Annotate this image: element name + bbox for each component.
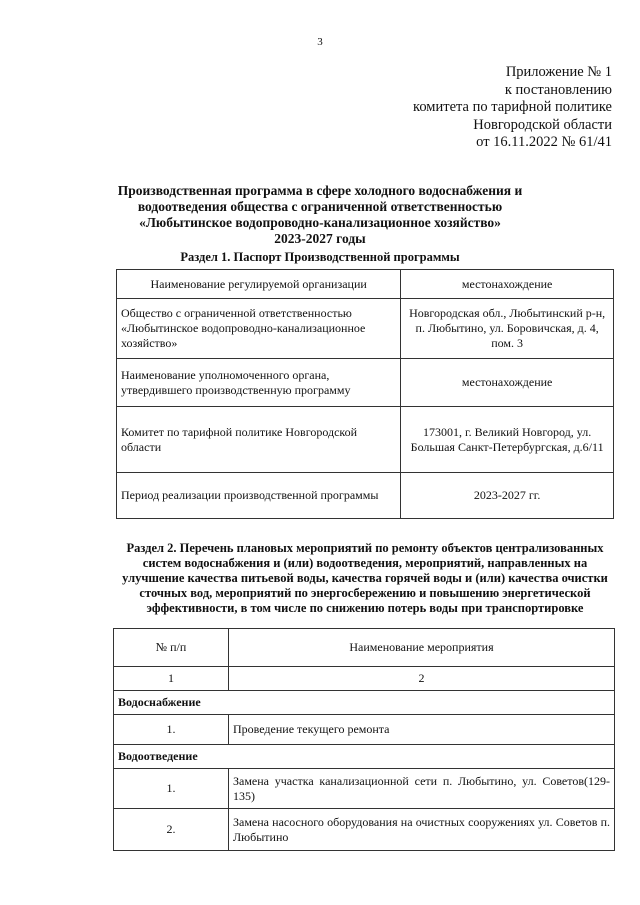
table-cell: Новгородская обл., Любытинский р-н, п. Любытино, ул. Боровичская, д. 4, пом. 3 bbox=[401, 299, 614, 359]
table-cell: 1. bbox=[114, 769, 229, 809]
appendix-line: комитета по тарифной политике bbox=[413, 99, 612, 115]
table-row bbox=[114, 691, 615, 715]
table-header: № п/п bbox=[114, 629, 229, 667]
title-line: водоотведения общества с ограниченной ответственностью bbox=[137, 199, 503, 214]
table-cell: местонахождение bbox=[401, 359, 614, 407]
table-cell: Наименование уполномоченного органа, утвердившего производственную программу bbox=[117, 359, 401, 407]
document-title bbox=[110, 183, 530, 247]
passport-table bbox=[116, 269, 614, 519]
table-header: Наименование мероприятия bbox=[229, 629, 615, 667]
table-row bbox=[117, 270, 614, 299]
appendix-line: от 16.11.2022 № 61/41 bbox=[476, 134, 612, 150]
table-row bbox=[114, 769, 615, 809]
title-line: Производственная программа в сфере холодного водоснабжения и bbox=[117, 183, 523, 198]
section2-title: Раздел 2. Перечень плановых мероприятий по ремонту объектов централизованных систем водоснабжения и (или) водоотведения, мероприятий, направленных на улучшение качества питьевой воды, качества горячей воды и (или) качества очистки сточных вод, мероприятий по энергосбережению и повышению энергетической эффективности, в том числе по снижению потерь воды при транспортировке bbox=[122, 541, 608, 615]
table-cell: Замена насосного оборудования на очистных сооружениях ул. Советов п. Любытино bbox=[229, 809, 615, 851]
section1-title: Раздел 1. Паспорт Производственной программы bbox=[180, 250, 460, 264]
table-row bbox=[114, 809, 615, 851]
table-row bbox=[114, 745, 615, 769]
section-row-sewerage: Водоотведение bbox=[114, 745, 615, 769]
table-row bbox=[117, 473, 614, 519]
table-cell: 1 bbox=[114, 667, 229, 691]
table-row bbox=[114, 667, 615, 691]
table-row bbox=[114, 715, 615, 745]
appendix-line: Приложение № 1 bbox=[505, 64, 612, 80]
table-cell: Общество с ограниченной ответственностью «Любытинское водопроводно-канализационное хозяйство» bbox=[117, 299, 401, 359]
measures-table bbox=[113, 628, 615, 851]
table-header: Наименование регулируемой организации bbox=[117, 270, 401, 299]
table-cell: Проведение текущего ремонта bbox=[229, 715, 615, 745]
title-line: 2023-2027 годы bbox=[274, 231, 366, 246]
page-number: 3 bbox=[317, 36, 323, 48]
title-line: «Любытинское водопроводно-канализационное хозяйство» bbox=[139, 215, 501, 230]
table-cell: Комитет по тарифной политике Новгородской области bbox=[117, 407, 401, 473]
table-cell: 2. bbox=[114, 809, 229, 851]
table-row bbox=[117, 299, 614, 359]
table-header: местонахождение bbox=[401, 270, 614, 299]
table-row bbox=[117, 359, 614, 407]
appendix-line: к постановлению bbox=[504, 81, 612, 98]
table-row bbox=[114, 629, 615, 667]
table-cell: 2 bbox=[229, 667, 615, 691]
section-row-water-supply: Водоснабжение bbox=[114, 691, 615, 715]
table-cell: Замена участка канализационной сети п. Любытино, ул. Советов(129-135) bbox=[229, 769, 615, 809]
appendix-block bbox=[352, 64, 612, 152]
table-cell: 1. bbox=[114, 715, 229, 745]
table-cell: Период реализации производственной программы bbox=[117, 473, 401, 519]
table-cell: 2023-2027 гг. bbox=[401, 473, 614, 519]
appendix-line: Новгородской области bbox=[473, 116, 612, 133]
table-cell: 173001, г. Великий Новгород, ул. Большая Санкт-Петербургская, д.6/11 bbox=[401, 407, 614, 473]
table-row bbox=[117, 407, 614, 473]
